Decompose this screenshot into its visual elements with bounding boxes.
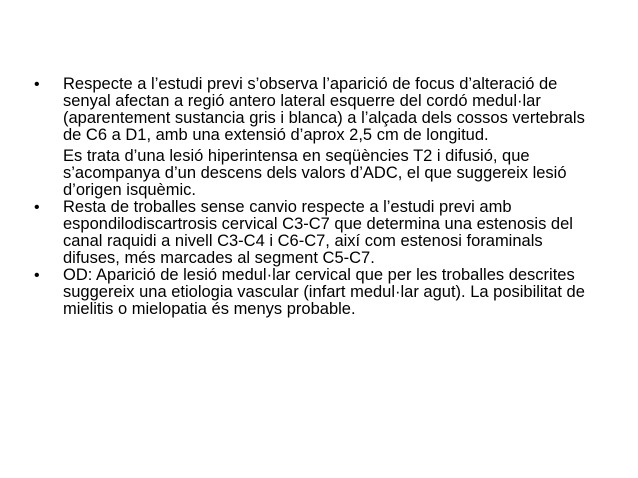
findings-paragraph: Respecte a l’estudi previ s’observa l’aparició de focus d’alteració de senyal afectan a regió antero lateral esquerre del cordó medul·lar (aparentement sustancia gris i blanca) a l’alçada dels cossos vertebrals de C6 a D1, amb una extensió d’aprox 2,5 cm de longitud.: [63, 75, 585, 144]
bullet-item-other-findings: [34, 199, 604, 267]
bullet-item-findings: [34, 76, 604, 199]
bullet-icon: •: [34, 76, 40, 93]
other-findings-paragraph: Resta de troballes sense canvio respecte a l’estudi previ amb espondilodiscartrosis cervical C3-C7 que determina una estenosis del canal raquidi a nivell C3-C4 i C6-C7, així com estenosi foraminals difuses, més marcades al segment C5-C7.: [63, 198, 573, 267]
bullet-item-diagnosis: [34, 267, 604, 318]
bullet-icon: •: [34, 199, 40, 216]
lesion-paragraph: Es trata d’una lesió hiperintensa en seqüències T2 i difusió, que s’acompanya d’un descens dels valors d’ADC, el que suggereix lesió d’origen isquèmic.: [63, 147, 567, 199]
bullet-list: [34, 76, 604, 318]
bullet-icon: •: [34, 267, 40, 284]
diagnosis-paragraph: OD: Aparició de lesió medul·lar cervical que per les troballes descrites suggereix una etiologia vascular (infart medul·lar agut). La posibilitat de mielitis o mielopatia és menys probable.: [63, 266, 585, 318]
